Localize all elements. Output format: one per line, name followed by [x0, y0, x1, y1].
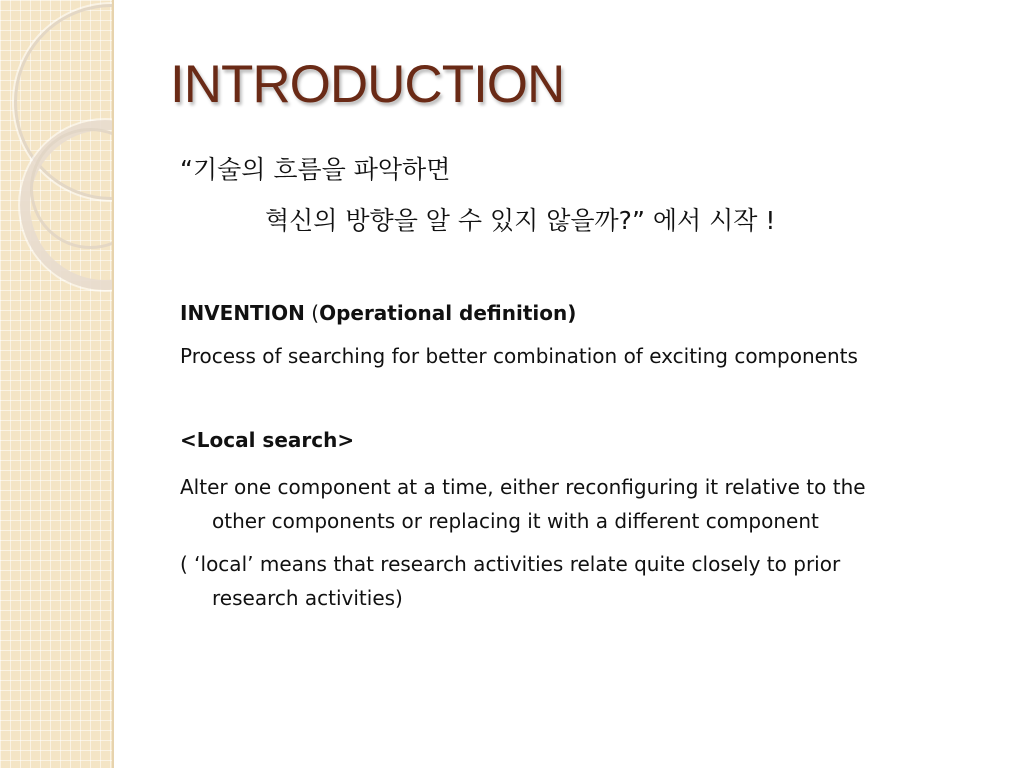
local-note-line-2: research activities): [212, 586, 403, 610]
local-search-paragraph-line-1: Alter one component at a time, either reconfiguring it relative to the: [180, 475, 866, 499]
quote-line-1: “기술의 흐름을 파악하면: [180, 155, 451, 184]
side-panel-edge: [112, 0, 114, 768]
local-search-paragraph-line-2: other components or replacing it with a different component: [212, 509, 819, 533]
local-search-heading: <Local search>: [180, 428, 355, 452]
slide-title: INTRODUCTION: [170, 55, 565, 114]
decorative-side-panel: [0, 0, 114, 768]
invention-subtitle: Operational definition): [319, 301, 577, 325]
local-note-line-1: ( ‘local’ means that research activities relate quite closely to prior: [180, 552, 841, 576]
invention-heading: [180, 301, 576, 325]
invention-label: INVENTION: [180, 301, 305, 325]
local-search-paragraph: [180, 470, 980, 538]
quote-line-2: 혁신의 방향을 알 수 있지 않을까?” 에서 시작 !: [265, 206, 776, 235]
local-note-paragraph: [180, 547, 980, 615]
invention-paren: (: [304, 301, 320, 325]
invention-definition: Process of searching for better combination of exciting components: [180, 344, 858, 368]
